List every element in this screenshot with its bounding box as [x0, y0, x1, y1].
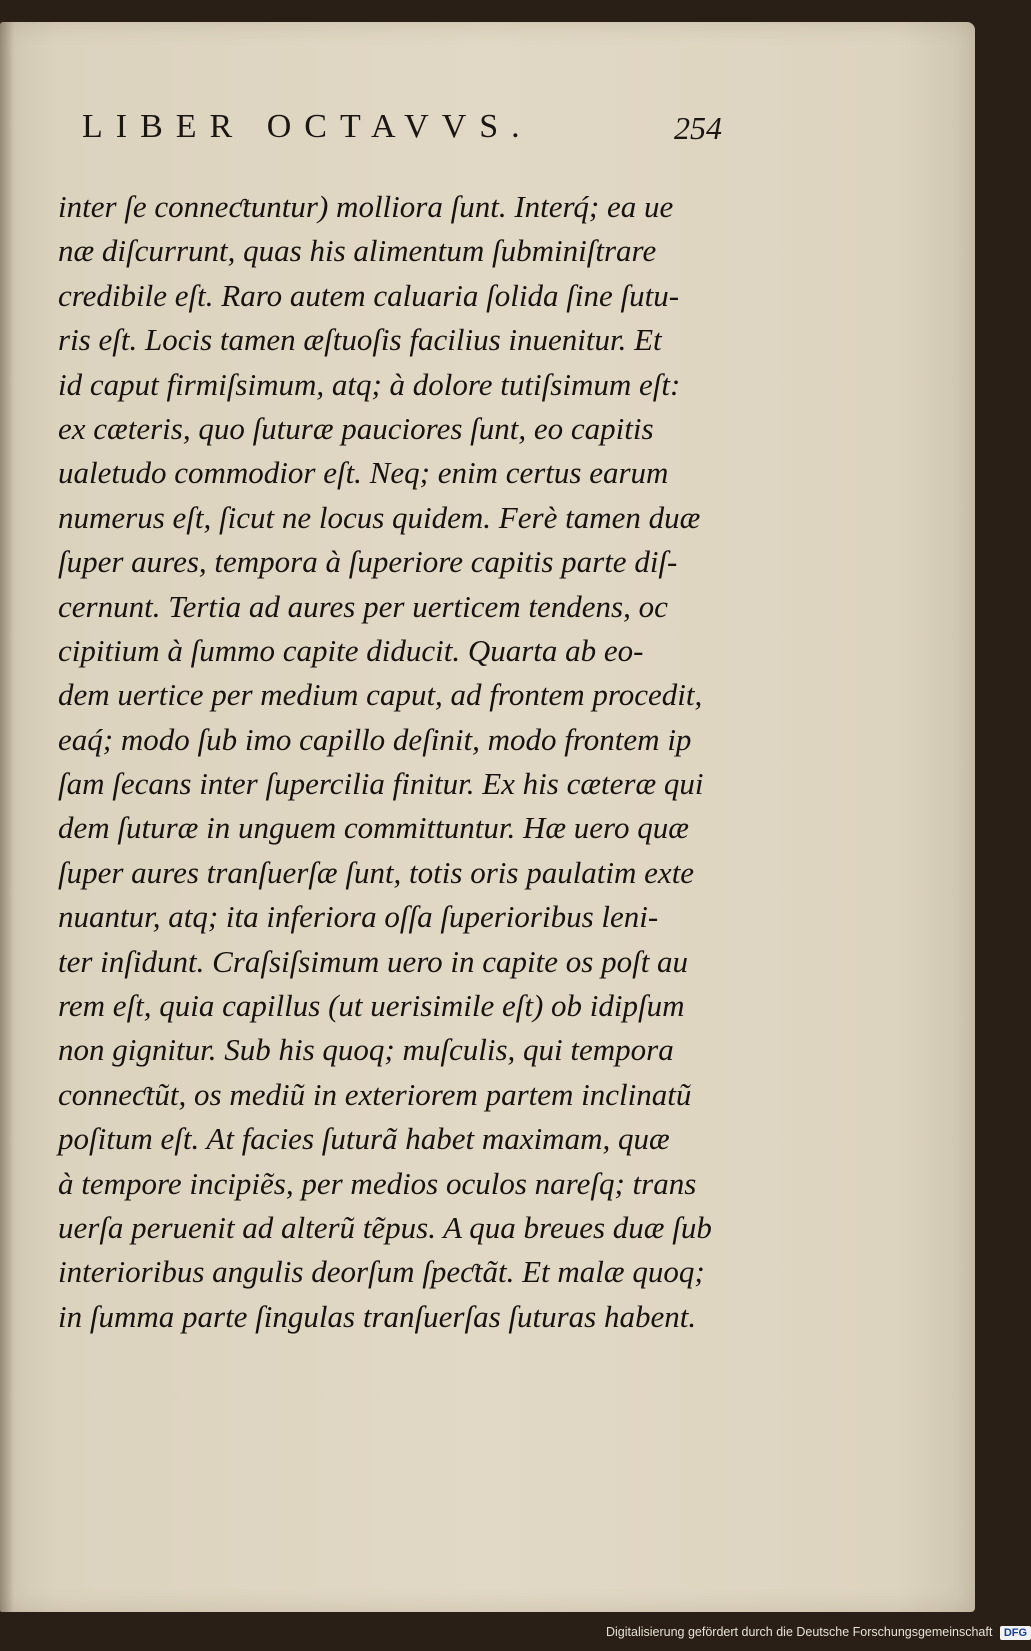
text-line: ter inſidunt. Craſsiſsimum uero in capite os poſt au: [58, 943, 689, 979]
text-line: ſuper aures, tempora à ſuperiore capitis parte diſ-: [58, 544, 678, 580]
dfg-logo: DFG: [1000, 1626, 1031, 1640]
text-line: dem ſuturæ in unguem committuntur. Hæ uero quæ: [58, 810, 689, 846]
text-line: ex cæteris, quo ſuturæ pauciores ſunt, eo capitis: [58, 410, 654, 446]
text-line: conneƈtũt, os mediũ in exteriorem partem inclinatũ: [58, 1076, 692, 1112]
text-line: poſitum eſt. At facies ſuturã habet maximam, quæ: [58, 1121, 670, 1157]
digitization-credit: [606, 1625, 1031, 1640]
gutter-shadow: [0, 22, 14, 1612]
text-line: næ diſcurrunt, quas his alimentum ſubminiſtrare: [58, 233, 657, 269]
text-line: cipitium à ſummo capite diducit. Quarta ab eo-: [58, 632, 644, 668]
credit-text: Digitalisierung gefördert durch die Deutsche Forschungsgemeinschaft: [606, 1625, 993, 1639]
book-page: [0, 22, 975, 1612]
body-text: [58, 185, 728, 1339]
text-line: inter ſe conneƈtuntur) molliora ſunt. Interq́; ea ue: [58, 189, 674, 224]
text-line: ualetudo commodior eſt. Neq; enim certus earum: [58, 455, 669, 491]
text-line: ſuper aures tranſuerſæ ſunt, totis oris paulatim exte: [58, 854, 695, 890]
text-line: id caput firmiſsimum, atq; à dolore tutiſsimum eſt:: [58, 366, 681, 402]
text-line: interioribus angulis deorſum ſpeƈtãt. Et malæ quoq;: [58, 1254, 705, 1290]
text-line: credibile eſt. Raro autem caluaria ſolida ſine ſutu-: [58, 277, 680, 313]
text-line: rem eſt, quia capillus (ut uerisimile eſt) ob idipſum: [58, 988, 685, 1024]
text-line: ſam ſecans inter ſupercilia finitur. Ex his cæteræ qui: [58, 766, 704, 802]
text-line: in ſumma parte ſingulas tranſuerſas ſuturas habent.: [58, 1298, 697, 1334]
page-number: 254: [674, 110, 722, 146]
text-line: numerus eſt, ſicut ne locus quidem. Ferè tamen duæ: [58, 499, 701, 535]
text-line: non gignitur. Sub his quoq; muſculis, qui tempora: [58, 1032, 674, 1068]
text-line: nuantur, atq; ita inferiora oſſa ſuperioribus leni-: [58, 899, 659, 935]
text-line: à tempore incipiẽs, per medios oculos nareſq; trans: [58, 1165, 697, 1201]
running-head: [82, 108, 722, 164]
text-line: uerſa peruenit ad alterũ tẽpus. A qua breues duæ ſub: [58, 1209, 712, 1245]
text-line: ris eſt. Locis tamen æſtuoſis facilius inuenitur. Et: [58, 322, 662, 358]
text-line: cernunt. Tertia ad aures per uerticem tendens, oc: [58, 588, 668, 624]
text-line: dem uertice per medium caput, ad frontem procedit,: [58, 677, 703, 713]
text-line: eaq́; modo ſub imo capillo deſinit, modo frontem ip: [58, 721, 692, 757]
running-title: LIBER OCTAVVS.: [82, 108, 533, 145]
